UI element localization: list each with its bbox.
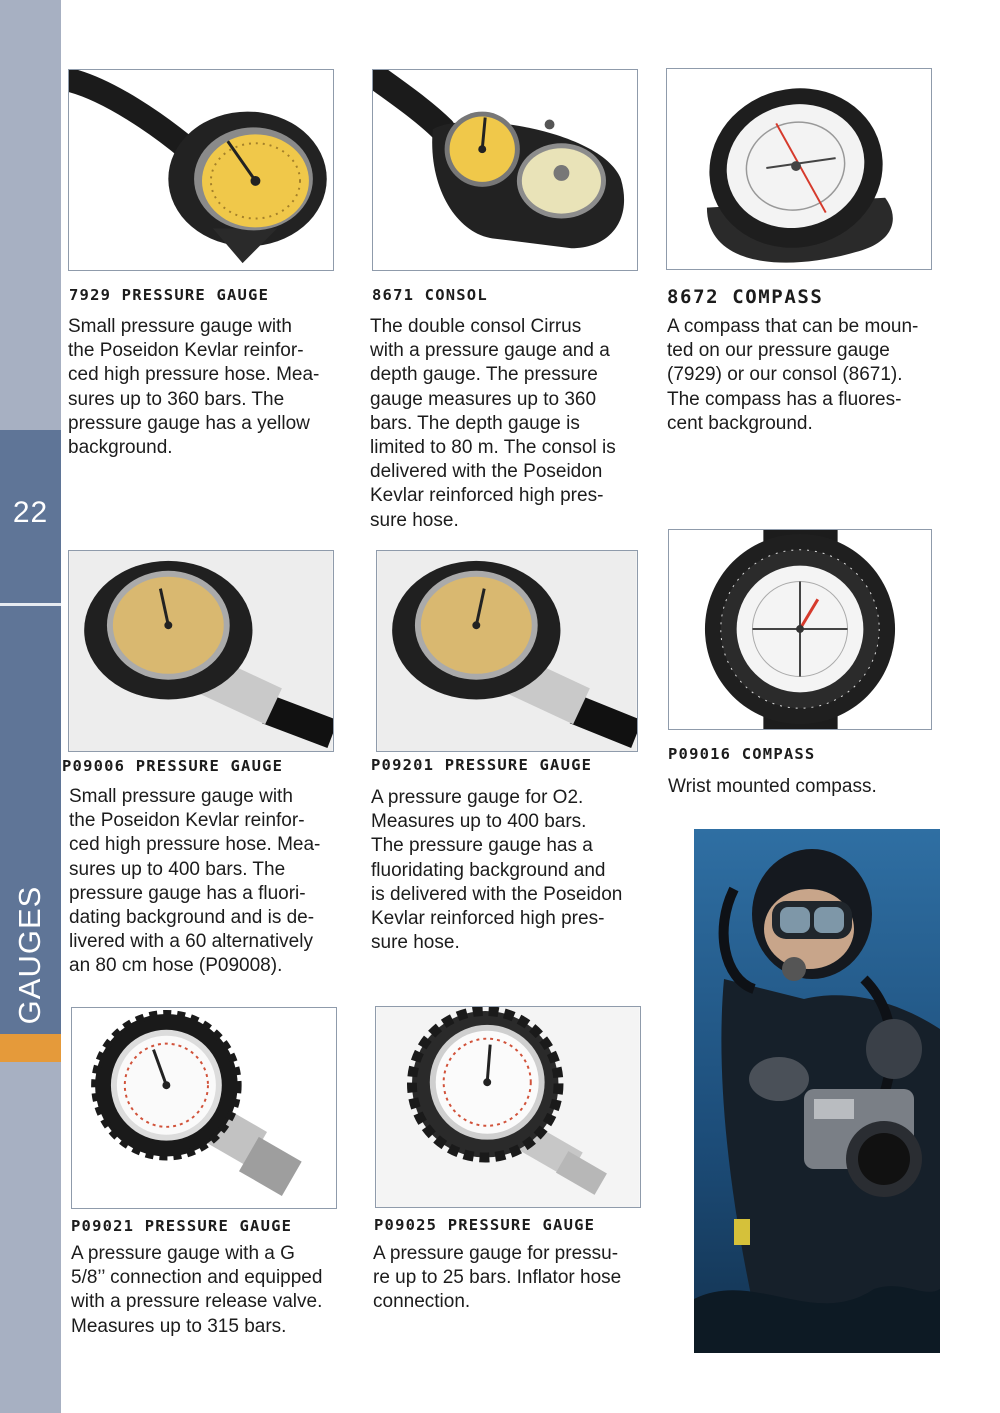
product-title: P09021 PRESSURE GAUGE xyxy=(71,1217,293,1235)
product-description: Small pressure gauge with the Poseidon Kevlar reinfor- ced high pressure hose. Mea- sures up to 360 bars. The pressure gauge has a yellow background. xyxy=(68,316,320,459)
product-title: 8672 COMPASS xyxy=(667,286,824,308)
product-description: Small pressure gauge with the Poseidon Kevlar reinfor- ced high pressure hose. Mea- sures up to 400 bars. The pressure gauge has a fluori- dating background and is de- livered with a 60 alternatively an 80 cm hose (P09008). xyxy=(69,786,321,977)
product-description: A pressure gauge with a G 5/8’’ connection and equipped with a pressure release valve. Measures up to 315 bars. xyxy=(71,1243,323,1337)
g58-pressure-gauge-icon xyxy=(71,1007,337,1209)
section-label: GAUGES xyxy=(12,885,47,1025)
yellow-pressure-gauge-icon xyxy=(68,69,334,271)
pressure-gauge-hose-icon xyxy=(68,550,334,752)
product-title: P09006 PRESSURE GAUGE xyxy=(62,757,284,775)
product-title: P09025 PRESSURE GAUGE xyxy=(374,1216,596,1234)
product-description: A pressure gauge for pressu- re up to 25 bars. Inflator hose connection. xyxy=(373,1243,622,1313)
compass-module-icon xyxy=(666,68,932,270)
double-consol-icon xyxy=(372,69,638,271)
product-description: A pressure gauge for O2. Measures up to 400 bars. The pressure gauge has a fluoridating background and is delivered with the Poseidon Kevlar reinforced high pres- sure hose. xyxy=(371,787,623,954)
product-description: Wrist mounted compass. xyxy=(668,776,877,797)
product-title: 8671 CONSOL xyxy=(372,286,488,304)
product-description: The double consol Cirrus with a pressure gauge and a depth gauge. The pressure gauge measures up to 360 bars. The depth gauge is limited to 80 m. The consol is delivered with the Poseidon Kevlar reinforced high pres- sure hose. xyxy=(370,316,616,531)
product-title: P09016 COMPASS xyxy=(668,745,816,763)
diver-with-camera-icon xyxy=(694,829,940,1353)
product-title: 7929 PRESSURE GAUGE xyxy=(69,286,270,304)
page-number: 22 xyxy=(12,496,49,529)
wrist-compass-icon xyxy=(668,529,932,730)
sidebar-accent xyxy=(0,1034,61,1062)
product-title: P09201 PRESSURE GAUGE xyxy=(371,756,593,774)
inflator-pressure-gauge-icon xyxy=(375,1006,641,1208)
product-description: A compass that can be moun- ted on our pressure gauge (7929) or our consol (8671). The compass has a fluores- cent background. xyxy=(667,316,919,434)
sidebar xyxy=(0,0,61,1413)
o2-pressure-gauge-icon xyxy=(376,550,638,752)
